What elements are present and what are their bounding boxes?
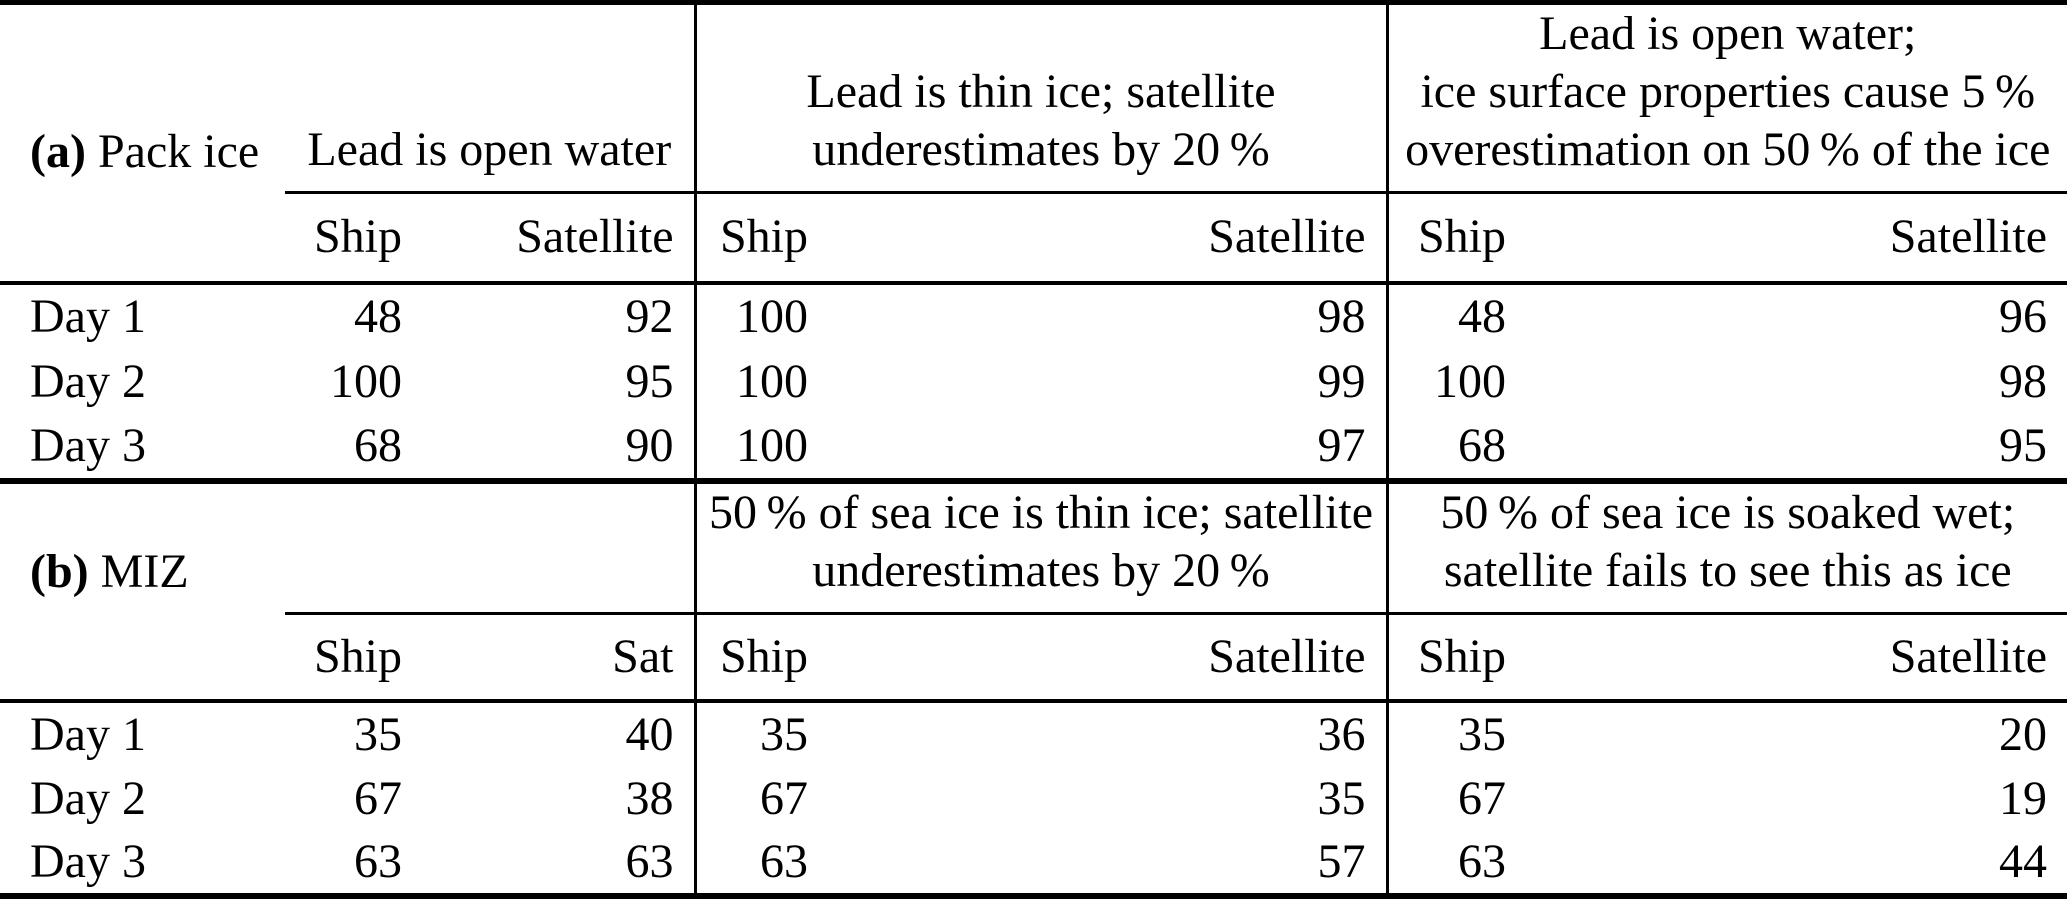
value-cell: 67 xyxy=(1387,766,1526,831)
group-header-a-3 xyxy=(1387,3,2067,193)
value-cell: 57 xyxy=(1317,835,1366,889)
day-label: Day 1 xyxy=(0,701,285,766)
value-cell: 96 xyxy=(1526,283,2067,349)
group-header-line: Lead is open water; xyxy=(1539,7,1917,60)
group-header-line: 50 % of sea ice is thin ice; satellite xyxy=(708,485,1374,539)
value-cell: 63 xyxy=(695,831,828,896)
value-cell: 95 xyxy=(1999,419,2048,473)
value-cell: 63 xyxy=(625,835,674,889)
value-cell: 40 xyxy=(422,701,695,766)
value-cell: 36 xyxy=(828,701,1387,766)
col-header-sat: Sat xyxy=(422,613,695,701)
table-row xyxy=(0,415,2067,481)
table-row xyxy=(0,3,2067,193)
col-header-ship: Ship xyxy=(695,193,828,283)
value-cell: 100 xyxy=(330,354,402,408)
group-header-a-2 xyxy=(695,3,1387,193)
day-label: Day 2 xyxy=(30,771,146,825)
table-row xyxy=(0,831,2067,896)
section-b-label-text: MIZ xyxy=(100,545,189,599)
value-cell: 67 xyxy=(354,771,402,825)
value-cell: 98 xyxy=(1999,354,2048,408)
value-cell: 19 xyxy=(1999,771,2048,825)
table-row xyxy=(0,481,2067,614)
empty-cell xyxy=(0,193,285,283)
col-header-satellite: Satellite xyxy=(422,193,695,283)
col-header-satellite: Satellite xyxy=(1526,193,2067,283)
group-header-line: overestimation on 50 % of the ice xyxy=(1405,123,2051,176)
group-header-line: Lead is open water xyxy=(307,123,672,176)
value-cell: 98 xyxy=(828,283,1387,349)
table-row xyxy=(0,613,2067,701)
day-label: Day 2 xyxy=(30,354,146,408)
table-row xyxy=(0,193,2067,283)
value-cell: 67 xyxy=(695,766,828,831)
col-header-satellite: Satellite xyxy=(828,193,1387,283)
value-cell: 95 xyxy=(625,354,674,408)
group-header-line: Lead is thin ice; satellite xyxy=(806,65,1276,118)
value-cell: 63 xyxy=(354,835,402,889)
value-cell: 92 xyxy=(422,283,695,349)
group-header-a-1 xyxy=(285,3,695,193)
table-row xyxy=(0,283,2067,349)
day-label: Day 3 xyxy=(30,835,146,889)
value-cell: 99 xyxy=(1317,354,1366,408)
col-header-satellite: Satellite xyxy=(828,613,1387,701)
value-cell: 44 xyxy=(1999,835,2048,889)
group-header-line: 50 % of sea ice is soaked wet; xyxy=(1440,485,2016,539)
table-row xyxy=(0,349,2067,415)
value-cell: 68 xyxy=(354,419,402,473)
section-b-label-prefix: (b) xyxy=(30,545,89,599)
section-b-label xyxy=(0,481,285,614)
value-cell: 97 xyxy=(1317,419,1366,473)
col-header-ship: Ship xyxy=(285,193,422,283)
value-cell: 20 xyxy=(1526,701,2067,766)
group-header-line: satellite fails to see this as ice xyxy=(1443,543,2012,597)
table-row xyxy=(0,701,2067,766)
empty-cell xyxy=(0,613,285,701)
value-cell: 38 xyxy=(625,771,674,825)
value-cell: 90 xyxy=(625,419,674,473)
value-cell: 100 xyxy=(695,415,828,481)
table-row xyxy=(0,766,2067,831)
section-a-label-text: Pack ice xyxy=(97,124,260,178)
value-cell: 35 xyxy=(1317,771,1366,825)
col-header-ship: Ship xyxy=(1387,613,1526,701)
group-header-b-2 xyxy=(695,481,1387,614)
value-cell: 100 xyxy=(1387,349,1526,415)
value-cell: 48 xyxy=(285,283,422,349)
col-header-satellite: Satellite xyxy=(1526,613,2067,701)
value-cell: 35 xyxy=(695,701,828,766)
group-header-line: underestimates by 20 % xyxy=(812,123,1270,176)
group-header-b-1 xyxy=(285,481,695,614)
section-a-label-prefix: (a) xyxy=(30,124,86,178)
col-header-ship: Ship xyxy=(285,613,422,701)
value-cell: 35 xyxy=(285,701,422,766)
value-cell: 100 xyxy=(695,283,828,349)
value-cell: 100 xyxy=(695,349,828,415)
group-header-line: underestimates by 20 % xyxy=(812,543,1270,597)
day-label: Day 3 xyxy=(30,419,146,473)
group-header-line: ice surface properties cause 5 % xyxy=(1420,65,2036,118)
day-label: Day 1 xyxy=(0,283,285,349)
value-cell: 63 xyxy=(1387,831,1526,896)
value-cell: 68 xyxy=(1387,415,1526,481)
section-a-label xyxy=(0,3,285,193)
col-header-ship: Ship xyxy=(695,613,828,701)
value-cell: 35 xyxy=(1387,701,1526,766)
value-cell: 48 xyxy=(1387,283,1526,349)
group-header-b-3 xyxy=(1387,481,2067,614)
col-header-ship: Ship xyxy=(1387,193,1526,283)
